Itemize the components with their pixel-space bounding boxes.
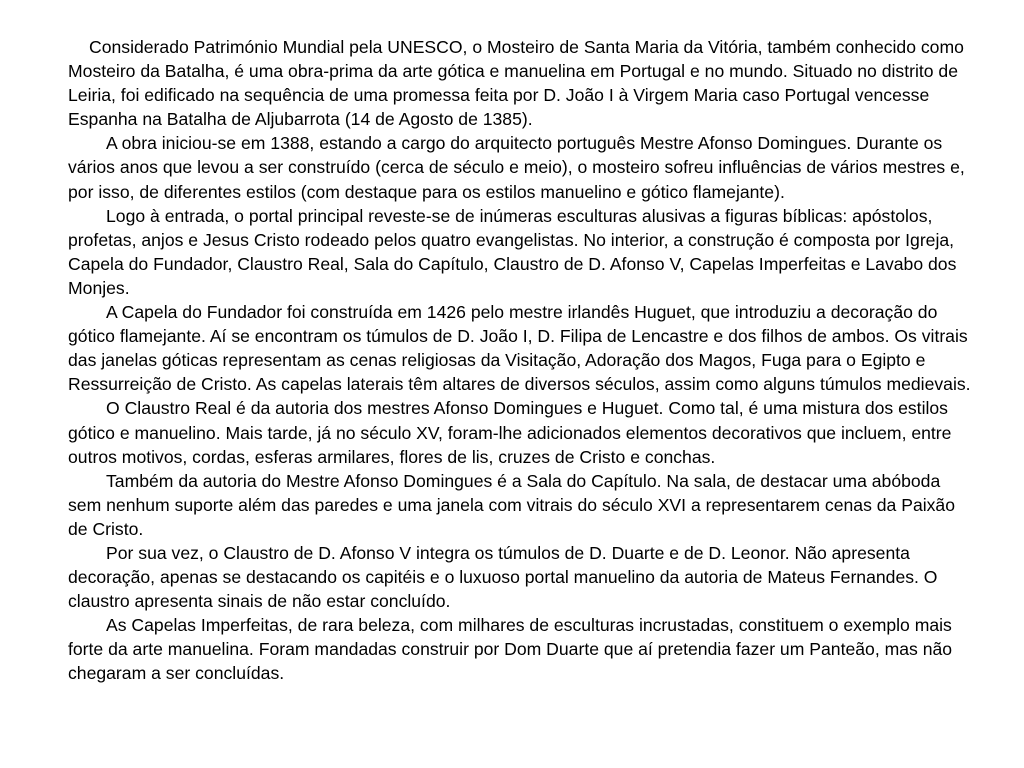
paragraph-construction: A obra iniciou-se em 1388, estando a cargo do arquitecto português Mestre Afonso Domingues. Durante os vários anos que levou a ser construído (cerca de século e meio), o mosteiro sofreu influências de vários mestres e, por isso, de diferentes estilos (com destaque para os estilos manuelino e gótico flamejante). (68, 133, 965, 202)
paragraph-chapter-house: Também da autoria do Mestre Afonso Domingues é a Sala do Capítulo. Na sala, de destacar uma abóboda sem nenhum suporte além das paredes e uma janela com vitrais do século XVI a representarem cenas da Paixão de Cristo. (68, 470, 956, 539)
paragraph-founders-chapel: A Capela do Fundador foi construída em 1426 pelo mestre irlandês Huguet, que introduziu a decoração do gótico flamejante. Aí se encontram os túmulos de D. João I, D. Filipa de Lencastre e dos filhos de ambos. Os vitrais das janelas góticas representam as cenas religiosas da Visitação, Adoração dos Magos, Fuga para o Egipto e Ressurreição de Cristo. As capelas laterais têm altares de diversos séculos, assim como alguns túmulos medievais. (68, 302, 971, 395)
document-body (68, 35, 976, 686)
paragraph-intro: Considerado Património Mundial pela UNESCO, o Mosteiro de Santa Maria da Vitória, também conhecido como Mosteiro da Batalha, é uma obra-prima da arte gótica e manuelina em Portugal e no mundo. Situado no distrito de Leiria, foi edificado na sequência de uma promessa feita por D. João I à Virgem Maria caso Portugal vencesse Espanha na Batalha de Aljubarrota (14 de Agosto de 1385). (68, 37, 964, 130)
paragraph-afonso-cloister: Por sua vez, o Claustro de D. Afonso V integra os túmulos de D. Duarte e de D. Leonor. Não apresenta decoração, apenas se destacando os capitéis e o luxuoso portal manuelino da autoria de Mateus Fernandes. O claustro apresenta sinais de não estar concluído. (68, 542, 938, 612)
paragraph-unfinished-chapels: As Capelas Imperfeitas, de rara beleza, com milhares de esculturas incrustadas, constituem o exemplo mais forte da arte manuelina. Foram mandadas construir por Dom Duarte que aí pretendia fazer um Panteão, mas não chegaram a ser concluídas. (68, 615, 953, 684)
paragraph-royal-cloister: O Claustro Real é da autoria dos mestres Afonso Domingues e Huguet. Como tal, é uma mistura dos estilos gótico e manuelino. Mais tarde, já no século XV, foram-lhe adicionados elementos decorativos que incluem, entre outros motivos, cordas, esferas armilares, flores de lis, cruzes de Cristo e conchas. (68, 398, 952, 467)
paragraph-entrance: Logo à entrada, o portal principal reveste-se de inúmeras esculturas alusivas a figuras bíblicas: apóstolos, profetas, anjos e Jesus Cristo rodeado pelos quatro evangelistas. No interior, a construção é composta por Igreja, Capela do Fundador, Claustro Real, Sala do Capítulo, Claustro de D. Afonso V, Capelas Imperfeitas e Lavabo dos Monjes. (68, 205, 957, 298)
